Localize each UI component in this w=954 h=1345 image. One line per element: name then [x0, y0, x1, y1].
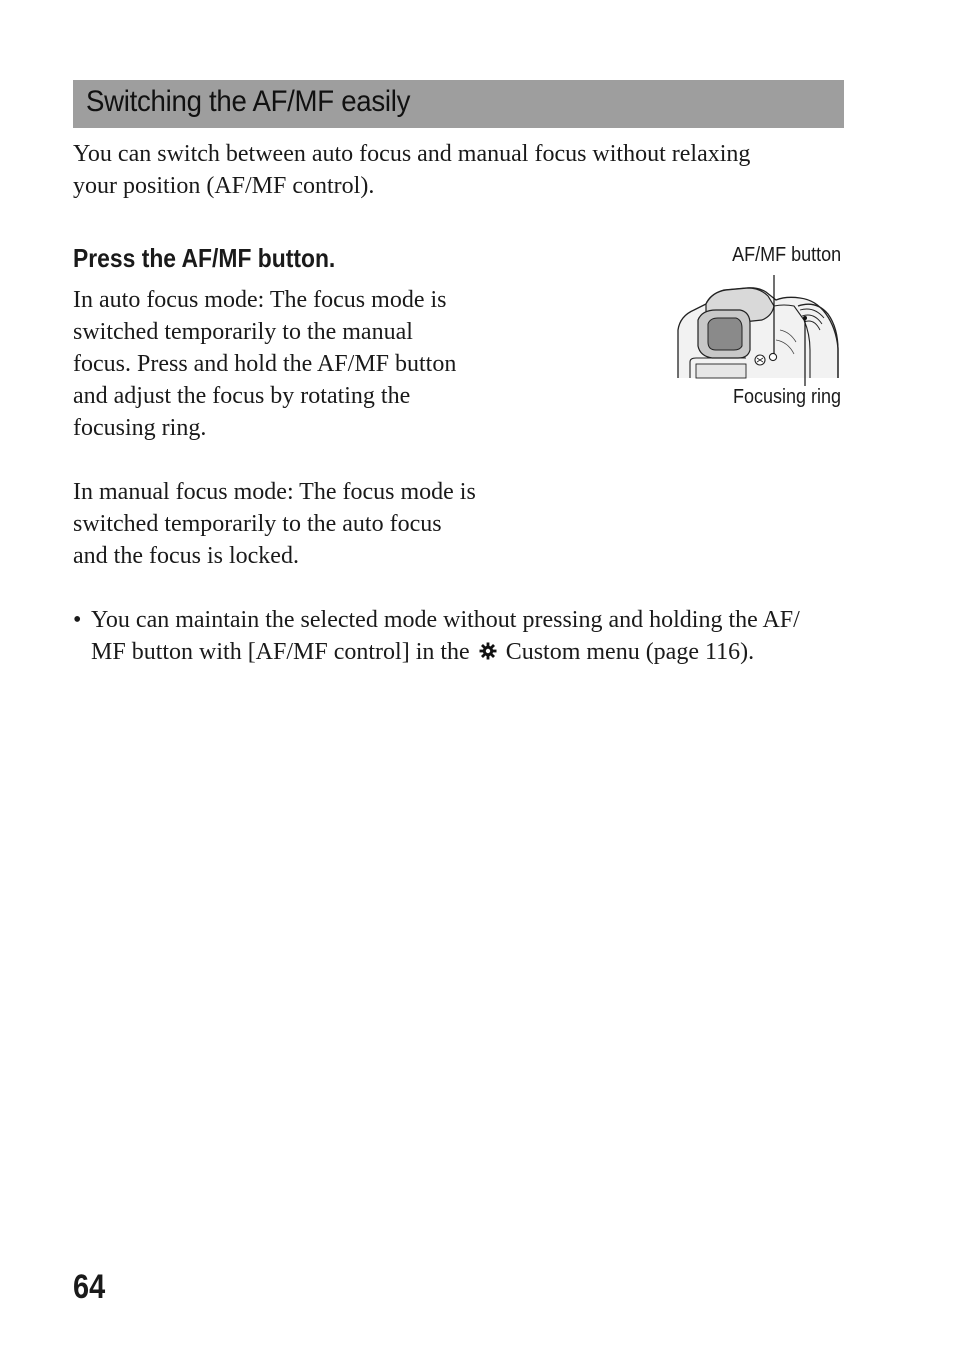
paragraph-line: and adjust the focus by rotating the: [73, 383, 411, 409]
section-title: Switching the AF/MF easily: [86, 85, 411, 118]
manual-focus-paragraph: [73, 476, 513, 572]
figure-label-afmf-button: AF/MF button: [731, 244, 841, 266]
step-heading: Press the AF/MF button.: [73, 243, 336, 273]
note-text: Custom menu (page 116).: [505, 639, 755, 665]
gear-icon: [478, 641, 498, 661]
paragraph-line: and the focus is locked.: [73, 543, 299, 569]
camera-illustration: [676, 270, 846, 390]
paragraph-line: focusing ring.: [73, 415, 207, 441]
paragraph-line: focus. Press and hold the AF/MF button: [73, 351, 457, 377]
page-number: 64: [73, 1268, 106, 1306]
note-line: You can maintain the selected mode without pressing and holding the AF/: [91, 607, 800, 633]
intro-line: You can switch between auto focus and manual focus without relaxing: [73, 141, 751, 167]
figure-label-focusing-ring: Focusing ring: [732, 386, 841, 408]
paragraph-line: switched temporarily to the manual: [73, 319, 413, 345]
paragraph-line: In auto focus mode: The focus mode is: [73, 287, 447, 313]
section-header: [73, 80, 844, 128]
note-text: MF button with [AF/MF control] in the: [91, 639, 470, 665]
bullet-mark: •: [73, 607, 82, 633]
intro-line: your position (AF/MF control).: [73, 173, 375, 199]
paragraph-line: switched temporarily to the auto focus: [73, 511, 442, 537]
auto-focus-paragraph: [73, 284, 513, 444]
note-line-with-icon: [91, 636, 754, 668]
paragraph-line: In manual focus mode: The focus mode is: [73, 479, 476, 505]
intro-paragraph: [73, 138, 833, 202]
